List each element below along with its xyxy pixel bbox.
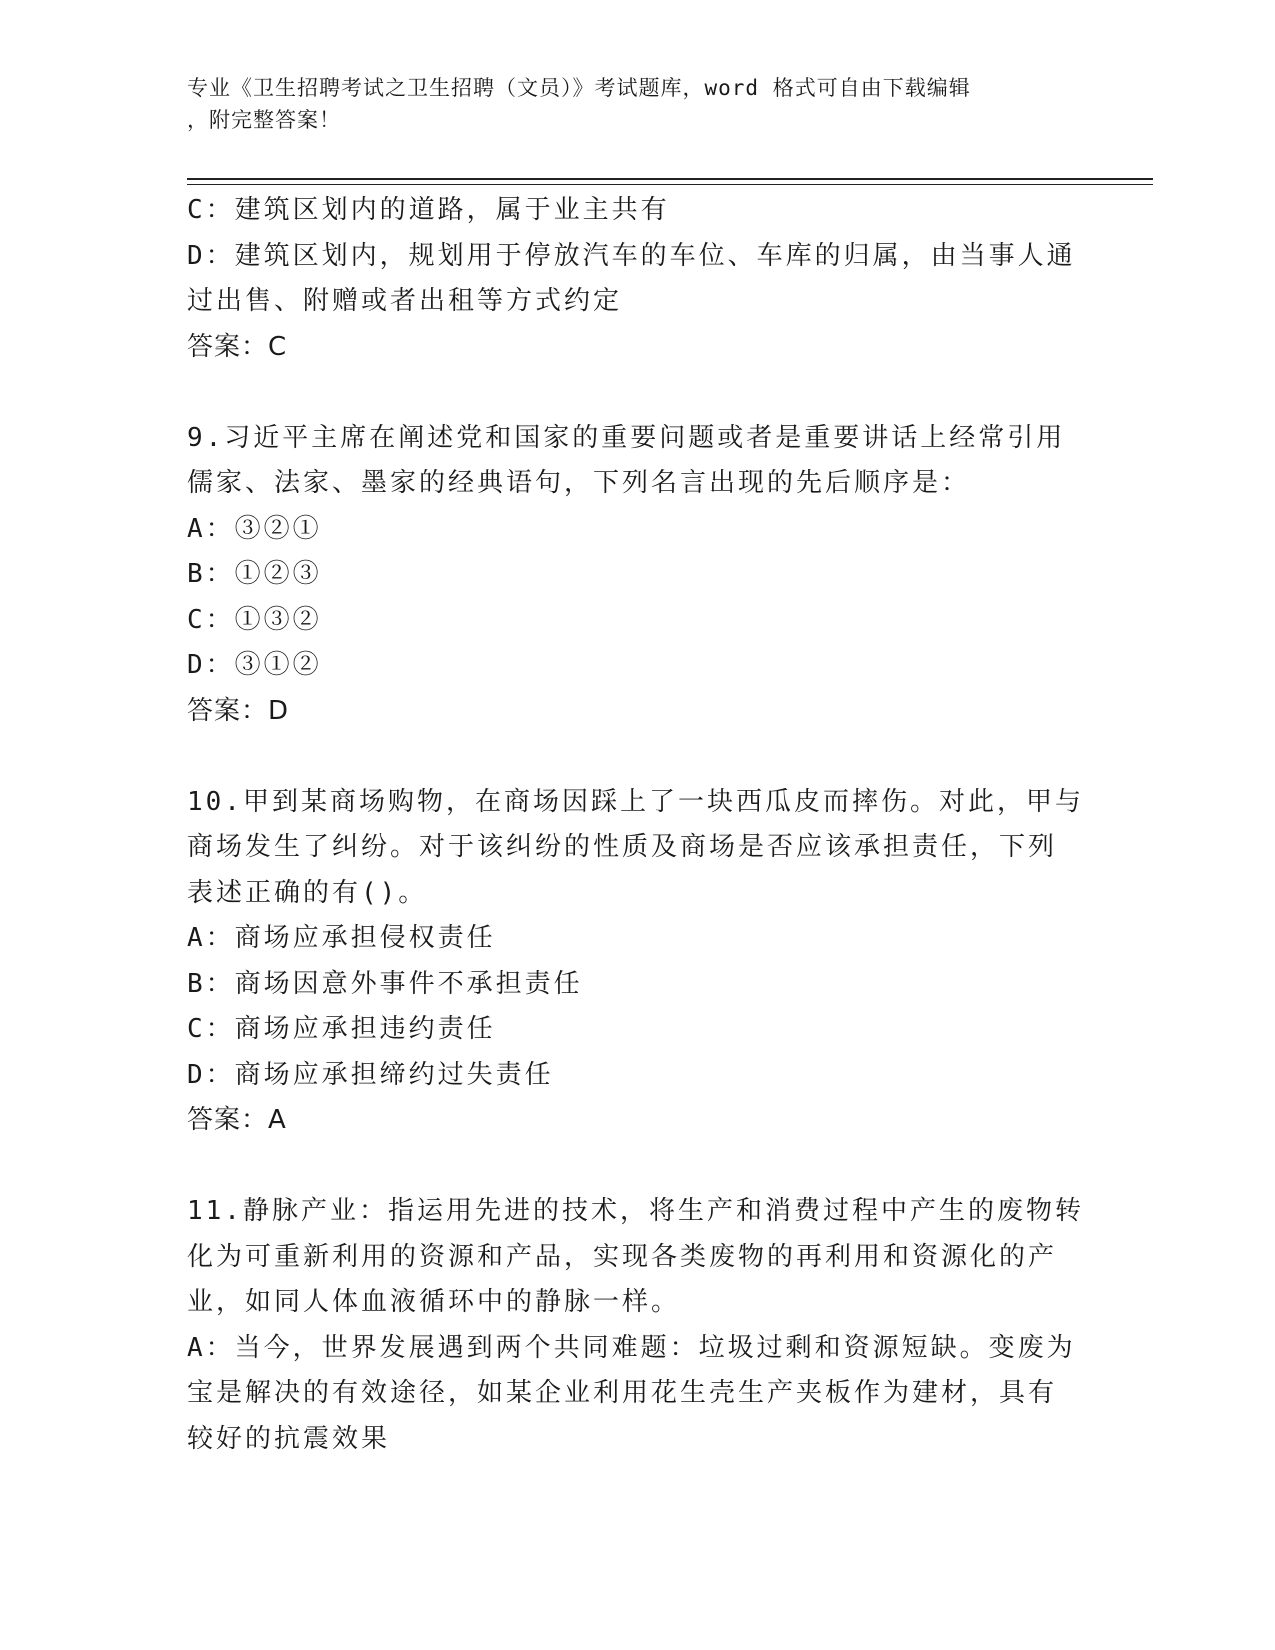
question-stem-line-3: 表述正确的有()。	[187, 877, 428, 908]
option-d: D：商场应承担缔约过失责任	[187, 1059, 554, 1090]
option-d-line-2: 过出售、附赠或者出租等方式约定	[187, 286, 623, 316]
option-d: D：③①②	[187, 650, 322, 680]
option-c: C：①③②	[187, 604, 322, 635]
question-stem-line-1: 10.甲到某商场购物，在商场因踩上了一块西瓜皮而摔伤。对此，甲与	[187, 786, 1084, 817]
option-b: B：①②③	[187, 559, 322, 589]
question-stem-line-3: 业，如同人体血液循环中的静脉一样。	[187, 1287, 681, 1317]
answer: 答案：A	[187, 1105, 287, 1135]
option-c: C：建筑区划内的道路，属于业主共有	[187, 195, 670, 225]
question-10	[187, 780, 1087, 1144]
question-11	[187, 1189, 1087, 1462]
question-9	[187, 416, 1087, 735]
question-stem-line-1: 11.静脉产业：指运用先进的技术，将生产和消费过程中产生的废物转	[187, 1196, 1084, 1226]
header-line-2: ，附完整答案！	[187, 108, 341, 132]
question-8-tail	[187, 188, 1087, 370]
question-stem-line-2: 商场发生了纠纷。对于该纠纷的性质及商场是否应该承担责任，下列	[187, 832, 1058, 862]
option-b: B：商场因意外事件不承担责任	[187, 968, 583, 999]
question-stem-line-2: 儒家、法家、墨家的经典语句，下列名言出现的先后顺序是：	[187, 468, 971, 498]
header-line-1: 专业《卫生招聘考试之卫生招聘（文员）》考试题库，word 格式可自由下载编辑	[187, 76, 971, 100]
header-rule-thick	[187, 178, 1153, 180]
spacer	[187, 1144, 1087, 1190]
answer: 答案：D	[187, 695, 290, 726]
spacer	[187, 370, 1087, 416]
option-a-line-1: A：当今，世界发展遇到两个共同难题：垃圾过剩和资源短缺。变废为	[187, 1332, 1076, 1363]
option-c: C：商场应承担违约责任	[187, 1014, 496, 1044]
question-stem-line-2: 化为可重新利用的资源和产品，实现各类废物的再利用和资源化的产	[187, 1241, 1058, 1272]
document-header	[187, 72, 1067, 136]
option-a: A：商场应承担侵权责任	[187, 923, 496, 953]
question-stem-line-1: 9.习近平主席在阐述党和国家的重要问题或者是重要讲话上经常引用	[187, 422, 1066, 453]
option-a-line-3: 较好的抗震效果	[187, 1423, 391, 1454]
answer: 答案：C	[187, 331, 288, 362]
option-d-line-1: D：建筑区划内，规划用于停放汽车的车位、车库的归属，由当事人通	[187, 240, 1076, 271]
header-rule-thin	[187, 184, 1153, 185]
document-body	[187, 188, 1087, 1462]
spacer	[187, 734, 1087, 780]
option-a-line-2: 宝是解决的有效途径，如某企业利用花生壳生产夹板作为建材，具有	[187, 1378, 1058, 1408]
option-a: A：③②①	[187, 513, 322, 544]
